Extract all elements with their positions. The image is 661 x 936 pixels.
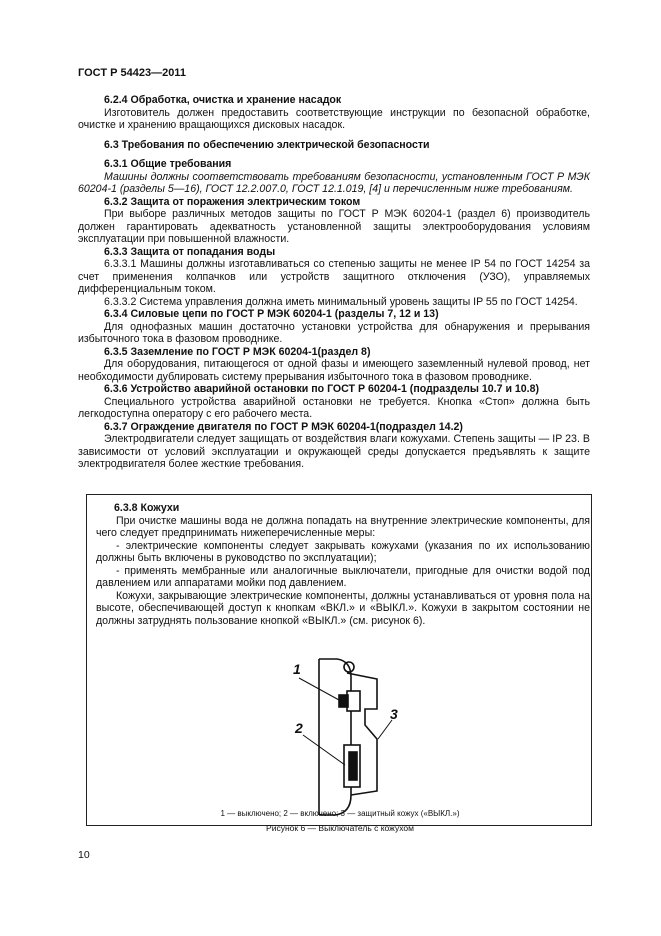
heading-6-3: 6.3 Требования по обеспечению электрической безопасности <box>104 138 430 151</box>
heading-6-3-6: 6.3.6 Устройство аварийной остановки по ГОСТ Р 60204-1 (подразделы 10.7 и 10.8) <box>104 383 540 395</box>
page-number: 10 <box>78 849 90 861</box>
heading-6-3-2: 6.3.2 Защита от поражения электрическим током <box>104 195 361 208</box>
on-button <box>344 745 360 787</box>
italic-text: Машины должны соответствовать требованиям безопасности, установленным ГОСТ Р МЭК 60204-1 (разделы 5—16), ГОСТ 12.2.007.0, ГОСТ 12.1.019, [4] и перечисленным ниже требованиям. <box>78 170 590 195</box>
leader-1 <box>299 678 339 700</box>
paragraph: При очистке машины вода не должна попадать на внутренние электрические компоненты, для чего следует предпринимать нижеперечисленные меры: <box>96 514 590 539</box>
pivot-knob <box>344 662 354 672</box>
figure-label-2: 2 <box>295 720 303 736</box>
paragraph: 6.3.3.2 Система управления должна иметь минимальный уровень защиты IP 55 по ГОСТ 14254. <box>104 295 578 308</box>
paragraph: 6.3.3.1 Машины должны изготавливаться со степенью защиты не менее IP 54 по ГОСТ 14254 за счет применения колпачков или устройств защитного отключения (УЗО), управляемых дифференциальным током. <box>78 258 590 295</box>
heading-6-3-4: 6.3.4 Силовые цепи по ГОСТ Р МЭК 60204-1 (разделы 7, 12 и 13) <box>104 308 439 320</box>
leader-3 <box>378 720 392 739</box>
heading-6-3-8: 6.3.8 Кожухи <box>114 502 180 514</box>
on-button-core <box>349 752 357 780</box>
protective-cover <box>347 673 377 795</box>
heading-6-3-7: 6.3.7 Ограждение двигателя по ГОСТ Р МЭК 60204-1(подраздел 14.2) <box>104 420 463 433</box>
paragraph: Для однофазных машин достаточно установки устройства для обнаружения и прерывания избыточного тока в фазовом проводнике. <box>78 320 590 345</box>
heading-6-3-3: 6.3.3 Защита от попадания воды <box>104 245 276 258</box>
figure-label-3: 3 <box>390 706 398 722</box>
leader-2 <box>303 735 345 765</box>
main-text <box>78 94 590 471</box>
paragraph: Изготовитель должен предоставить соответствующие инструкции по безопасной обработке, очистке и хранению вращающихся дисковых насадок. <box>78 106 590 131</box>
off-button-core <box>339 695 348 707</box>
off-button <box>347 691 360 711</box>
paragraph: Специального устройства аварийной остановки не требуется. Кнопка «Стоп» должна быть легкодоступна оператору с его рабочего места. <box>78 395 590 420</box>
paragraph <box>78 171 590 196</box>
paragraph: При выборе различных методов защиты по ГОСТ Р МЭК 60204-1 (раздел 6) производитель должен гарантировать адекватность установленной защиты электрооборудования условиям эксплуатации при повышенной влажности. <box>78 208 590 245</box>
framed-text <box>96 502 590 627</box>
list-item: - электрические компоненты следует закрывать кожухами (указания по их использованию должны быть включены в руководство по эксплуатации); <box>96 539 590 564</box>
heading-6-3-5: 6.3.5 Заземление по ГОСТ Р МЭК 60204-1(раздел 8) <box>104 345 371 358</box>
figure-caption: Рисунок 6 — Выключатель с кожухом <box>266 823 414 833</box>
framed-section-6-3-8 <box>86 494 592 833</box>
paragraph: Электродвигатели следует защищать от воздействия влаги кожухами. Степень защиты — IP 23. В зависимости от условий эксплуатации и окружающей среды допускается предъявлять к защите электродвигателя более жесткие требования. <box>78 433 590 470</box>
list-item: - применять мембранные или аналогичные выключатели, пригодные для очистки водой под давлением или аппаратами мойки под давлением. <box>96 564 590 589</box>
figure-label-1: 1 <box>293 661 301 677</box>
paragraph: Кожухи, закрывающие электрические компоненты, должны устанавливаться от уровня пола на высоте, обеспечивающей доступ к кнопкам «ВКЛ.» и «ВЫКЛ.». Кожухи в закрытом состоянии не должны затруднять пользование кнопкой «ВЫКЛ.» (см. рисунок 6). <box>96 589 590 627</box>
spacer <box>78 132 590 139</box>
spacer <box>78 151 590 158</box>
figure-legend: 1 — выключено; 2 — включено; 3 — защитный кожух («ВЫКЛ.») <box>220 809 460 818</box>
paragraph: Для оборудования, питающегося от одной фазы и имеющего заземленный нулевой провод, нет необходимости дублировать систему прерывания избыточного тока в фазовом проводнике. <box>78 358 590 383</box>
heading-6-3-1: 6.3.1 Общие требования <box>104 158 232 170</box>
housing-front <box>319 659 351 815</box>
document-header: ГОСТ Р 54423—2011 <box>78 67 186 79</box>
heading-6-2-4: 6.2.4 Обработка, очистка и хранение насадок <box>104 94 342 106</box>
